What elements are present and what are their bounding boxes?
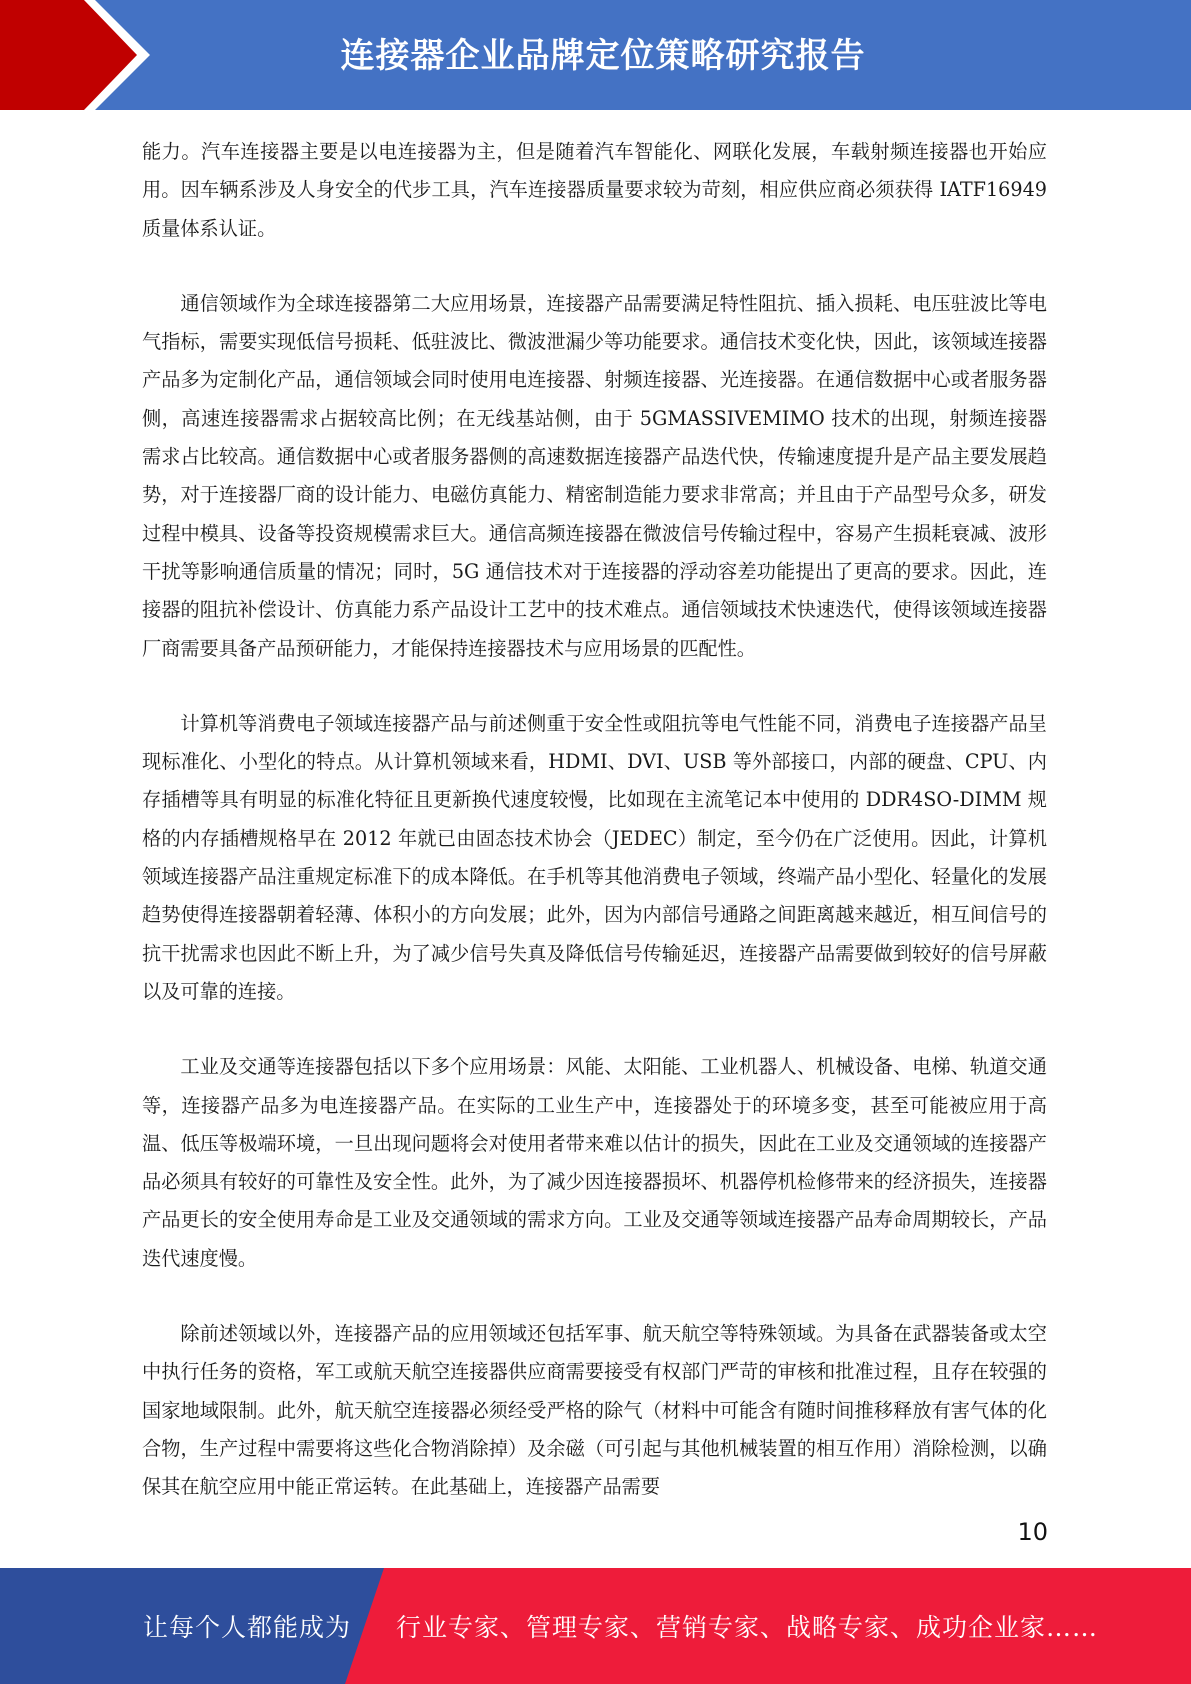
page-header [0, 0, 1191, 110]
footer-slogan-right: 行业专家、管理专家、营销专家、战略专家、成功企业家…… [396, 1613, 1099, 1642]
paragraph-consumer-electronics: 计算机等消费电子领域连接器产品与前述侧重于安全性或阻抗等电气性能不同，消费电子连接器产品呈现标准化、小型化的特点。从计算机领域来看，HDMI、DVI、USB 等外部接口，内部的硬盘、CPU、内存插槽等具有明显的标准化特征且更新换代速度较慢，比如现在主流笔记本中使用的 DDR4SO-DIMM 规格的内存插槽规格早在 2012 年就已由固态技术协会（JEDEC）制定，至今仍在广泛使用。因此，计算机领域连接器产品注重规定标准下的成本降低。在手机等其他消费电子领域，终端产品小型化、轻量化的发展趋势使得连接器朝着轻薄、体积小的方向发展；此外，因为内部信号通路之间距离越来越近，相互间信号的抗干扰需求也因此不断上升，为了减少信号失真及降低信号传输延迟，连接器产品需要做到较好的信号屏蔽以及可靠的连接。 [142, 711, 1047, 1003]
page-number: 10 [1017, 1518, 1048, 1546]
paragraph-industrial-transport: 工业及交通等连接器包括以下多个应用场景：风能、太阳能、工业机器人、机械设备、电梯、轨道交通等，连接器产品多为电连接器产品。在实际的工业生产中，连接器处于的环境多变，甚至可能被应用于高温、低压等极端环境，一旦出现问题将会对使用者带来难以估计的损失，因此在工业及交通领域的连接器产品必须具有较好的可靠性及安全性。此外，为了减少因连接器损坏、机器停机检修带来的经济损失，连接器产品更长的安全使用寿命是工业及交通领域的需求方向。工业及交通等领域连接器产品寿命周期较长，产品迭代速度慢。 [142, 1055, 1047, 1270]
paragraph-automotive-continued: 能力。汽车连接器主要是以电连接器为主，但是随着汽车智能化、网联化发展，车载射频连接器也开始应用。因车辆系涉及人身安全的代步工具，汽车连接器质量要求较为苛刻，相应供应商必须获得 IATF16949 质量体系认证。 [142, 140, 1047, 240]
page-title: 连接器企业品牌定位策略研究报告 [340, 35, 866, 76]
page-footer [0, 1568, 1191, 1684]
paragraph-military-aerospace: 除前述领域以外，连接器产品的应用领域还包括军事、航天航空等特殊领域。为具备在武器装备或太空中执行任务的资格，军工或航天航空连接器供应商需要接受有权部门严苛的审核和批准过程，且存在较强的国家地域限制。此外，航天航空连接器必须经受严格的除气（材料中可能含有随时间推移释放有害气体的化合物，生产过程中需要将这些化合物消除掉）及余磁（可引起与其他机械装置的相互作用）消除检测，以确保其在航空应用中能正常运转。在此基础上，连接器产品需要 [142, 1322, 1047, 1499]
main-content [142, 133, 1047, 1544]
paragraph-communications: 通信领域作为全球连接器第二大应用场景，连接器产品需要满足特性阻抗、插入损耗、电压驻波比等电气指标，需要实现低信号损耗、低驻波比、微波泄漏少等功能要求。通信技术变化快，因此，该领域连接器产品多为定制化产品，通信领域会同时使用电连接器、射频连接器、光连接器。在通信数据中心或者服务器侧，高速连接器需求占据较高比例；在无线基站侧，由于 5GMASSIVEMIMO 技术的出现，射频连接器需求占比较高。通信数据中心或者服务器侧的高速数据连接器产品迭代快，传输速度提升是产品主要发展趋势，对于连接器厂商的设计能力、电磁仿真能力、精密制造能力要求非常高；并且由于产品型号众多，研发过程中模具、设备等投资规模需求巨大。通信高频连接器在微波信号传输过程中，容易产生损耗衰减、波形干扰等影响通信质量的情况；同时，5G 通信技术对于连接器的浮动容差功能提出了更高的要求。因此，连接器的阻抗补偿设计、仿真能力系产品设计工艺中的技术难点。通信领域技术快速迭代，使得该领域连接器厂商需要具备产品预研能力，才能保持连接器技术与应用场景的匹配性。 [142, 291, 1047, 660]
footer-slogan-left: 让每个人都能成为 [143, 1613, 352, 1642]
